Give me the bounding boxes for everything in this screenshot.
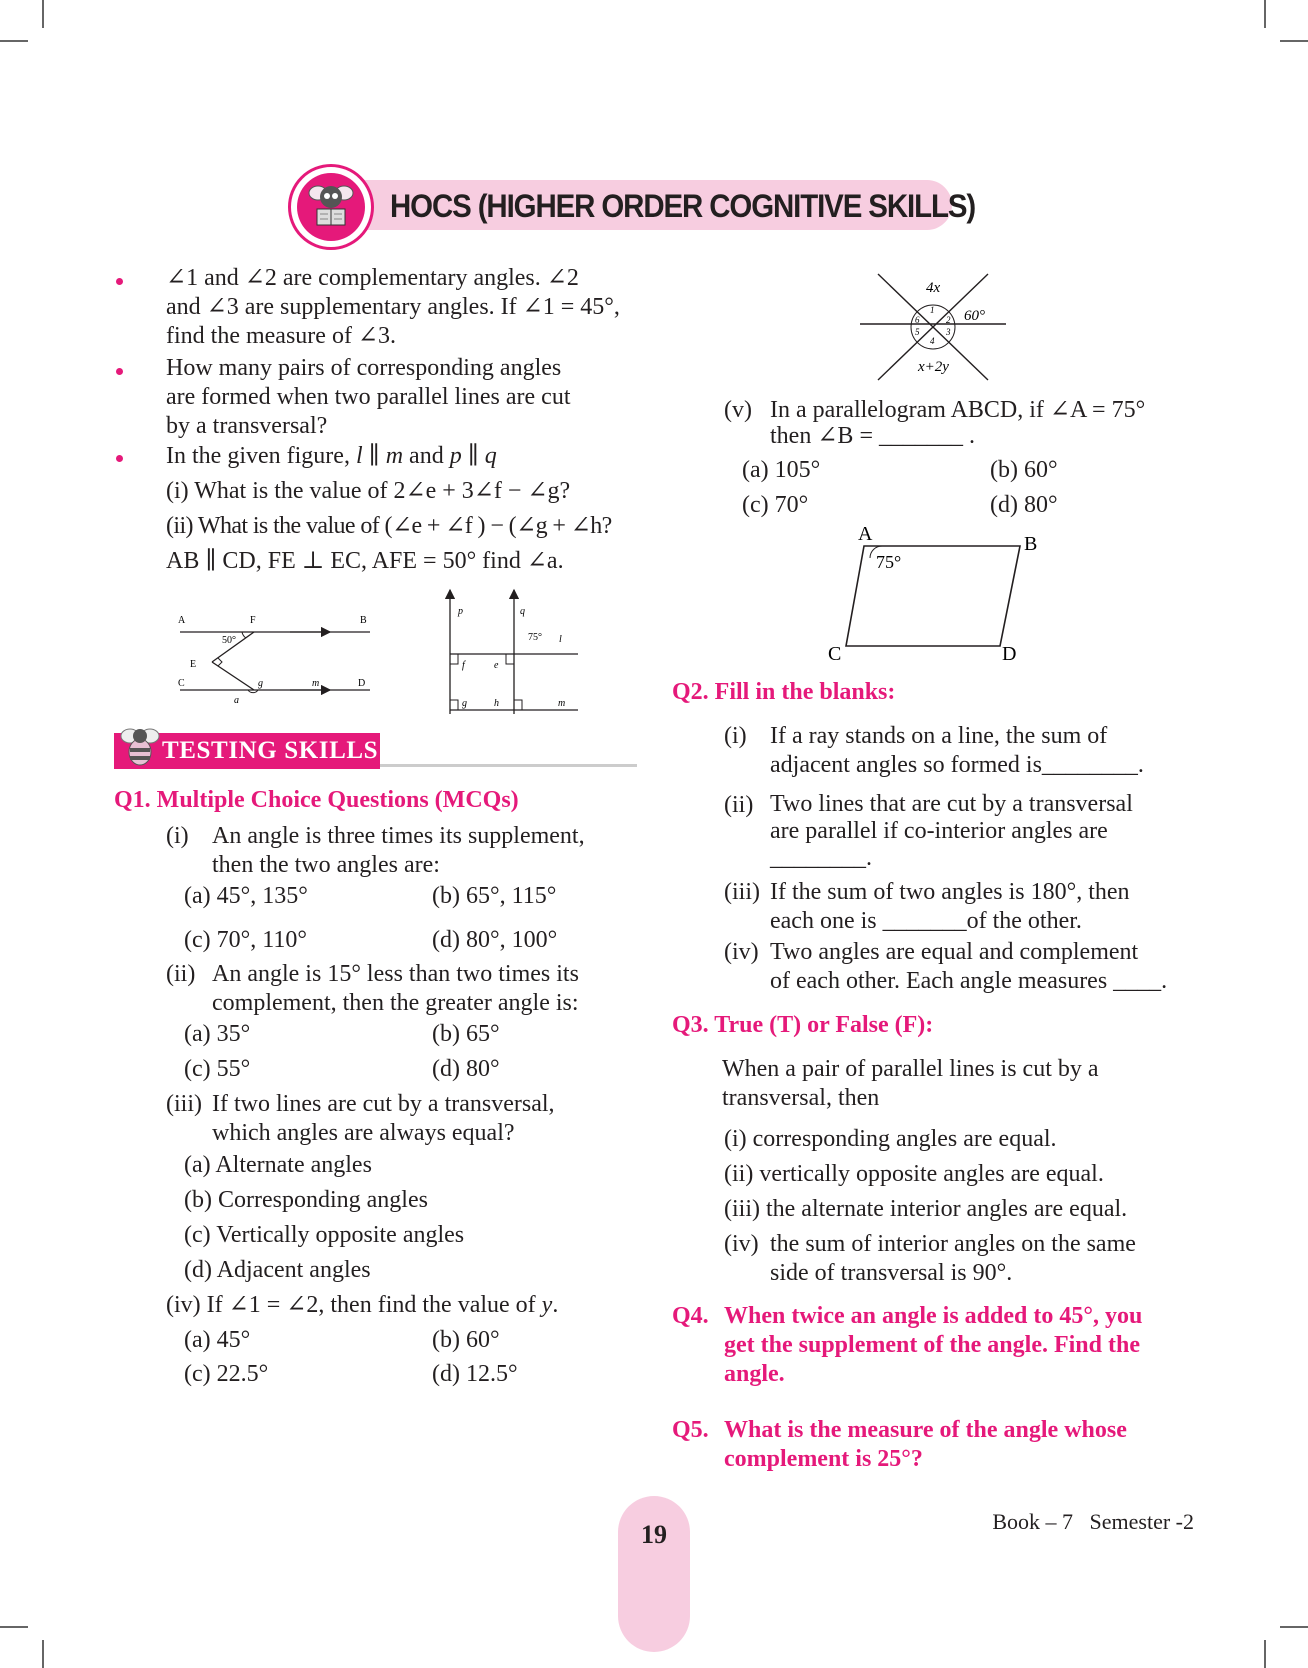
text-line: and ∠3 are supplementary angles. If ∠1 = 45°,	[166, 294, 620, 320]
q1-i-question	[212, 822, 636, 880]
q1-iii-number: (iii)	[166, 1091, 202, 1117]
angle-label: g	[258, 678, 263, 689]
text-line: then the two angles are:	[212, 852, 440, 878]
figure-parallelogram-abcd	[820, 520, 1040, 666]
angle-number: 3	[946, 327, 951, 337]
q1-v-question-line1: In a parallelogram ABCD, if ∠A = 75°	[770, 397, 1146, 423]
text-line: of each other. Each angle measures ____.	[770, 968, 1168, 994]
q1-iii-option-d[interactable]: (d) Adjacent angles	[184, 1257, 371, 1283]
crop-mark	[1280, 40, 1308, 42]
line-label: q	[520, 606, 525, 617]
crop-mark	[42, 0, 44, 28]
text-line: When a pair of parallel lines is cut by a	[722, 1056, 1099, 1082]
crop-mark	[1264, 0, 1266, 28]
page-number: 19	[641, 1520, 667, 1549]
point-label: F	[250, 615, 256, 626]
crop-mark	[1264, 1640, 1266, 1668]
q1-v-option-d[interactable]: (d) 80°	[990, 492, 1058, 518]
point-label: D	[358, 678, 366, 689]
q1-ii-question	[212, 960, 636, 1018]
q5-question	[724, 1416, 1194, 1474]
q5-number: Q5.	[672, 1417, 709, 1443]
hocs-question-3-i: (i) What is the value of 2∠e + 3∠f − ∠g?	[166, 478, 571, 504]
hocs-question-1	[166, 264, 636, 351]
angle-number: 2	[946, 315, 951, 325]
vertex-label: D	[1002, 643, 1017, 665]
q3-statement-i: (i) corresponding angles are equal.	[724, 1126, 1057, 1152]
vertex-label: B	[1024, 533, 1038, 555]
q1-iv-option-d[interactable]: (d) 12.5°	[432, 1361, 518, 1387]
text: (iv) If ∠1 = ∠2, then find the value of	[166, 1292, 542, 1318]
q4-question	[724, 1302, 1194, 1389]
text-line: find the measure of ∠3.	[166, 323, 397, 349]
q1-i-option-b[interactable]: (b) 65°, 115°	[432, 883, 557, 909]
q1-v-option-b[interactable]: (b) 60°	[990, 457, 1058, 483]
q3-statement-iii: (iii) the alternate interior angles are equal.	[724, 1196, 1128, 1222]
angle-number: 5	[915, 327, 920, 337]
crop-mark	[42, 1640, 44, 1668]
text-line: get the supplement of the angle. Find the	[724, 1332, 1140, 1358]
q3-statement-ii: (ii) vertically opposite angles are equal.	[724, 1161, 1104, 1187]
q2-iv-question	[770, 938, 1194, 996]
text-line: ________.	[770, 845, 872, 871]
angle-label: a	[234, 695, 239, 706]
line-label: m	[312, 678, 320, 689]
q4-number: Q4.	[672, 1303, 709, 1329]
variable: y	[541, 1292, 553, 1318]
text-line: An angle is 15° less than two times its	[212, 961, 579, 987]
point-label: B	[360, 615, 367, 626]
q1-iv-option-b[interactable]: (b) 60°	[432, 1327, 500, 1353]
text: ∥	[461, 443, 485, 469]
q1-v-number: (v)	[724, 397, 752, 423]
bee-reading-icon	[291, 167, 371, 247]
hocs-question-3	[166, 442, 636, 471]
text-line: transversal, then	[722, 1085, 880, 1111]
text-line: by a transversal?	[166, 413, 328, 439]
text-line: An angle is three times its supplement,	[212, 823, 585, 849]
text: ∥	[362, 443, 386, 469]
q1-iv-option-a[interactable]: (a) 45°	[184, 1327, 251, 1353]
line-label: m	[558, 698, 566, 709]
hocs-question-4: AB ∥ CD, FE ⊥ EC, AFE = 50° find ∠a.	[166, 548, 564, 574]
q3-iv-number: (iv)	[724, 1231, 759, 1257]
q3-statement-iv	[770, 1230, 1194, 1288]
q1-ii-option-d[interactable]: (d) 80°	[432, 1056, 500, 1082]
bullet-icon	[116, 368, 123, 375]
angle-label: 75°	[876, 552, 902, 572]
q1-v-option-c[interactable]: (c) 70°	[742, 492, 809, 518]
q1-title: Q1. Multiple Choice Questions (MCQs)	[114, 787, 519, 813]
text-line: are parallel if co-interior angles are	[770, 818, 1108, 844]
testing-skills-label: TESTING SKILLS	[162, 737, 379, 764]
q2-title: Q2. Fill in the blanks:	[672, 679, 896, 705]
angle-label: 75°	[528, 632, 542, 643]
point-label: C	[178, 678, 185, 689]
angle-label: g	[462, 698, 467, 709]
angle-label: 4x	[926, 280, 941, 296]
q3-intro	[722, 1055, 1194, 1113]
text-line: Two angles are equal and complement	[770, 939, 1139, 965]
angle-number: 1	[930, 305, 935, 315]
angle-label: e	[494, 660, 499, 671]
text-line: If two lines are cut by a transversal,	[212, 1091, 555, 1117]
angle-label: 60°	[964, 308, 985, 324]
q2-iii-question	[770, 878, 1194, 936]
angle-number: 6	[915, 315, 920, 325]
q1-iv-question	[166, 1291, 558, 1320]
text-line: What is the measure of the angle whose	[724, 1417, 1127, 1443]
text: .	[552, 1292, 559, 1318]
text-line: ∠1 and ∠2 are complementary angles. ∠2	[166, 265, 579, 291]
hocs-question-3-ii: (ii) What is the value of (∠e + ∠f ) − (∠g + ∠h?	[166, 513, 612, 539]
text-line: If the sum of two angles is 180°, then	[770, 879, 1130, 905]
text-line: are formed when two parallel lines are cut	[166, 384, 571, 410]
q3-title: Q3. True (T) or False (F):	[672, 1012, 934, 1038]
q1-v-option-a[interactable]: (a) 105°	[742, 457, 821, 483]
angle-label: f	[462, 660, 465, 671]
text: In the given figure,	[166, 443, 356, 469]
point-label: E	[190, 659, 197, 670]
q1-ii-option-a[interactable]: (a) 35°	[184, 1021, 251, 1047]
crop-mark	[0, 40, 28, 42]
line-p-label: p	[449, 443, 462, 469]
q2-ii-question	[770, 791, 1194, 872]
q1-ii-number: (ii)	[166, 961, 196, 987]
q1-ii-option-b[interactable]: (b) 65°	[432, 1021, 500, 1047]
q1-iii-option-c[interactable]: (c) Vertically opposite angles	[184, 1222, 465, 1248]
text-line: complement is 25°?	[724, 1446, 923, 1472]
q2-i-question	[770, 722, 1194, 780]
text-line: When twice an angle is added to 45°, you	[724, 1303, 1143, 1329]
q1-i-number: (i)	[166, 823, 189, 849]
figure-intersecting-lines	[858, 268, 1018, 386]
q1-i-option-d[interactable]: (d) 80°, 100°	[432, 927, 558, 953]
vertex-label: C	[828, 643, 842, 665]
hocs-banner-badge	[288, 164, 374, 250]
angle-number: 4	[930, 336, 935, 346]
text-line: If a ray stands on a line, the sum of	[770, 723, 1108, 749]
bullet-icon	[116, 455, 123, 462]
line-m-label: m	[385, 443, 404, 469]
q1-v-question-line2: then ∠B = _______ .	[770, 423, 975, 449]
figure-perpendicular-lines	[438, 584, 588, 716]
text: and	[403, 443, 450, 469]
line-label: p	[458, 606, 463, 617]
q1-i-option-a[interactable]: (a) 45°, 135°	[184, 883, 308, 909]
text-line: each one is _______of the other.	[770, 908, 1082, 934]
bullet-icon	[116, 278, 123, 285]
q2-iii-number: (iii)	[724, 879, 760, 905]
line-l-label: l	[355, 443, 363, 469]
book-label: Book – 7 Semester -2	[992, 1509, 1194, 1534]
angle-label: 50°	[222, 635, 236, 646]
crop-mark	[1280, 1626, 1308, 1628]
angle-label: h	[494, 698, 499, 709]
q1-iii-option-a[interactable]: (a) Alternate angles	[184, 1152, 372, 1178]
q2-iv-number: (iv)	[724, 939, 759, 965]
text-line: angle.	[724, 1361, 785, 1387]
page-title: HOCS (HIGHER ORDER COGNITIVE SKILLS)	[390, 188, 976, 224]
text-line: the sum of interior angles on the same	[770, 1231, 1136, 1257]
q1-iii-question	[212, 1090, 636, 1148]
q1-iv-option-c[interactable]: (c) 22.5°	[184, 1361, 269, 1387]
vertex-label: A	[858, 523, 873, 545]
bee-icon	[118, 722, 162, 768]
text-line: How many pairs of corresponding angles	[166, 355, 562, 381]
point-label: A	[178, 615, 186, 626]
text-line: Two lines that are cut by a transversal	[770, 791, 1133, 817]
text-line: side of transversal is 90°.	[770, 1260, 1013, 1286]
q1-ii-option-c[interactable]: (c) 55°	[184, 1056, 251, 1082]
crop-mark	[0, 1626, 28, 1628]
line-q-label: q	[484, 443, 497, 469]
text-line: complement, then the greater angle is:	[212, 990, 579, 1016]
hocs-question-2	[166, 354, 636, 441]
line-label: l	[559, 634, 562, 645]
angle-label: x+2y	[918, 359, 949, 375]
text-line: adjacent angles so formed is________.	[770, 752, 1144, 778]
q2-i-number: (i)	[724, 723, 747, 749]
q1-iii-option-b[interactable]: (b) Corresponding angles	[184, 1187, 428, 1213]
text-line: which angles are always equal?	[212, 1120, 515, 1146]
q2-ii-number: (ii)	[724, 792, 754, 818]
q1-i-option-c[interactable]: (c) 70°, 110°	[184, 927, 307, 953]
figure-parallel-lines-abcd	[170, 608, 380, 708]
